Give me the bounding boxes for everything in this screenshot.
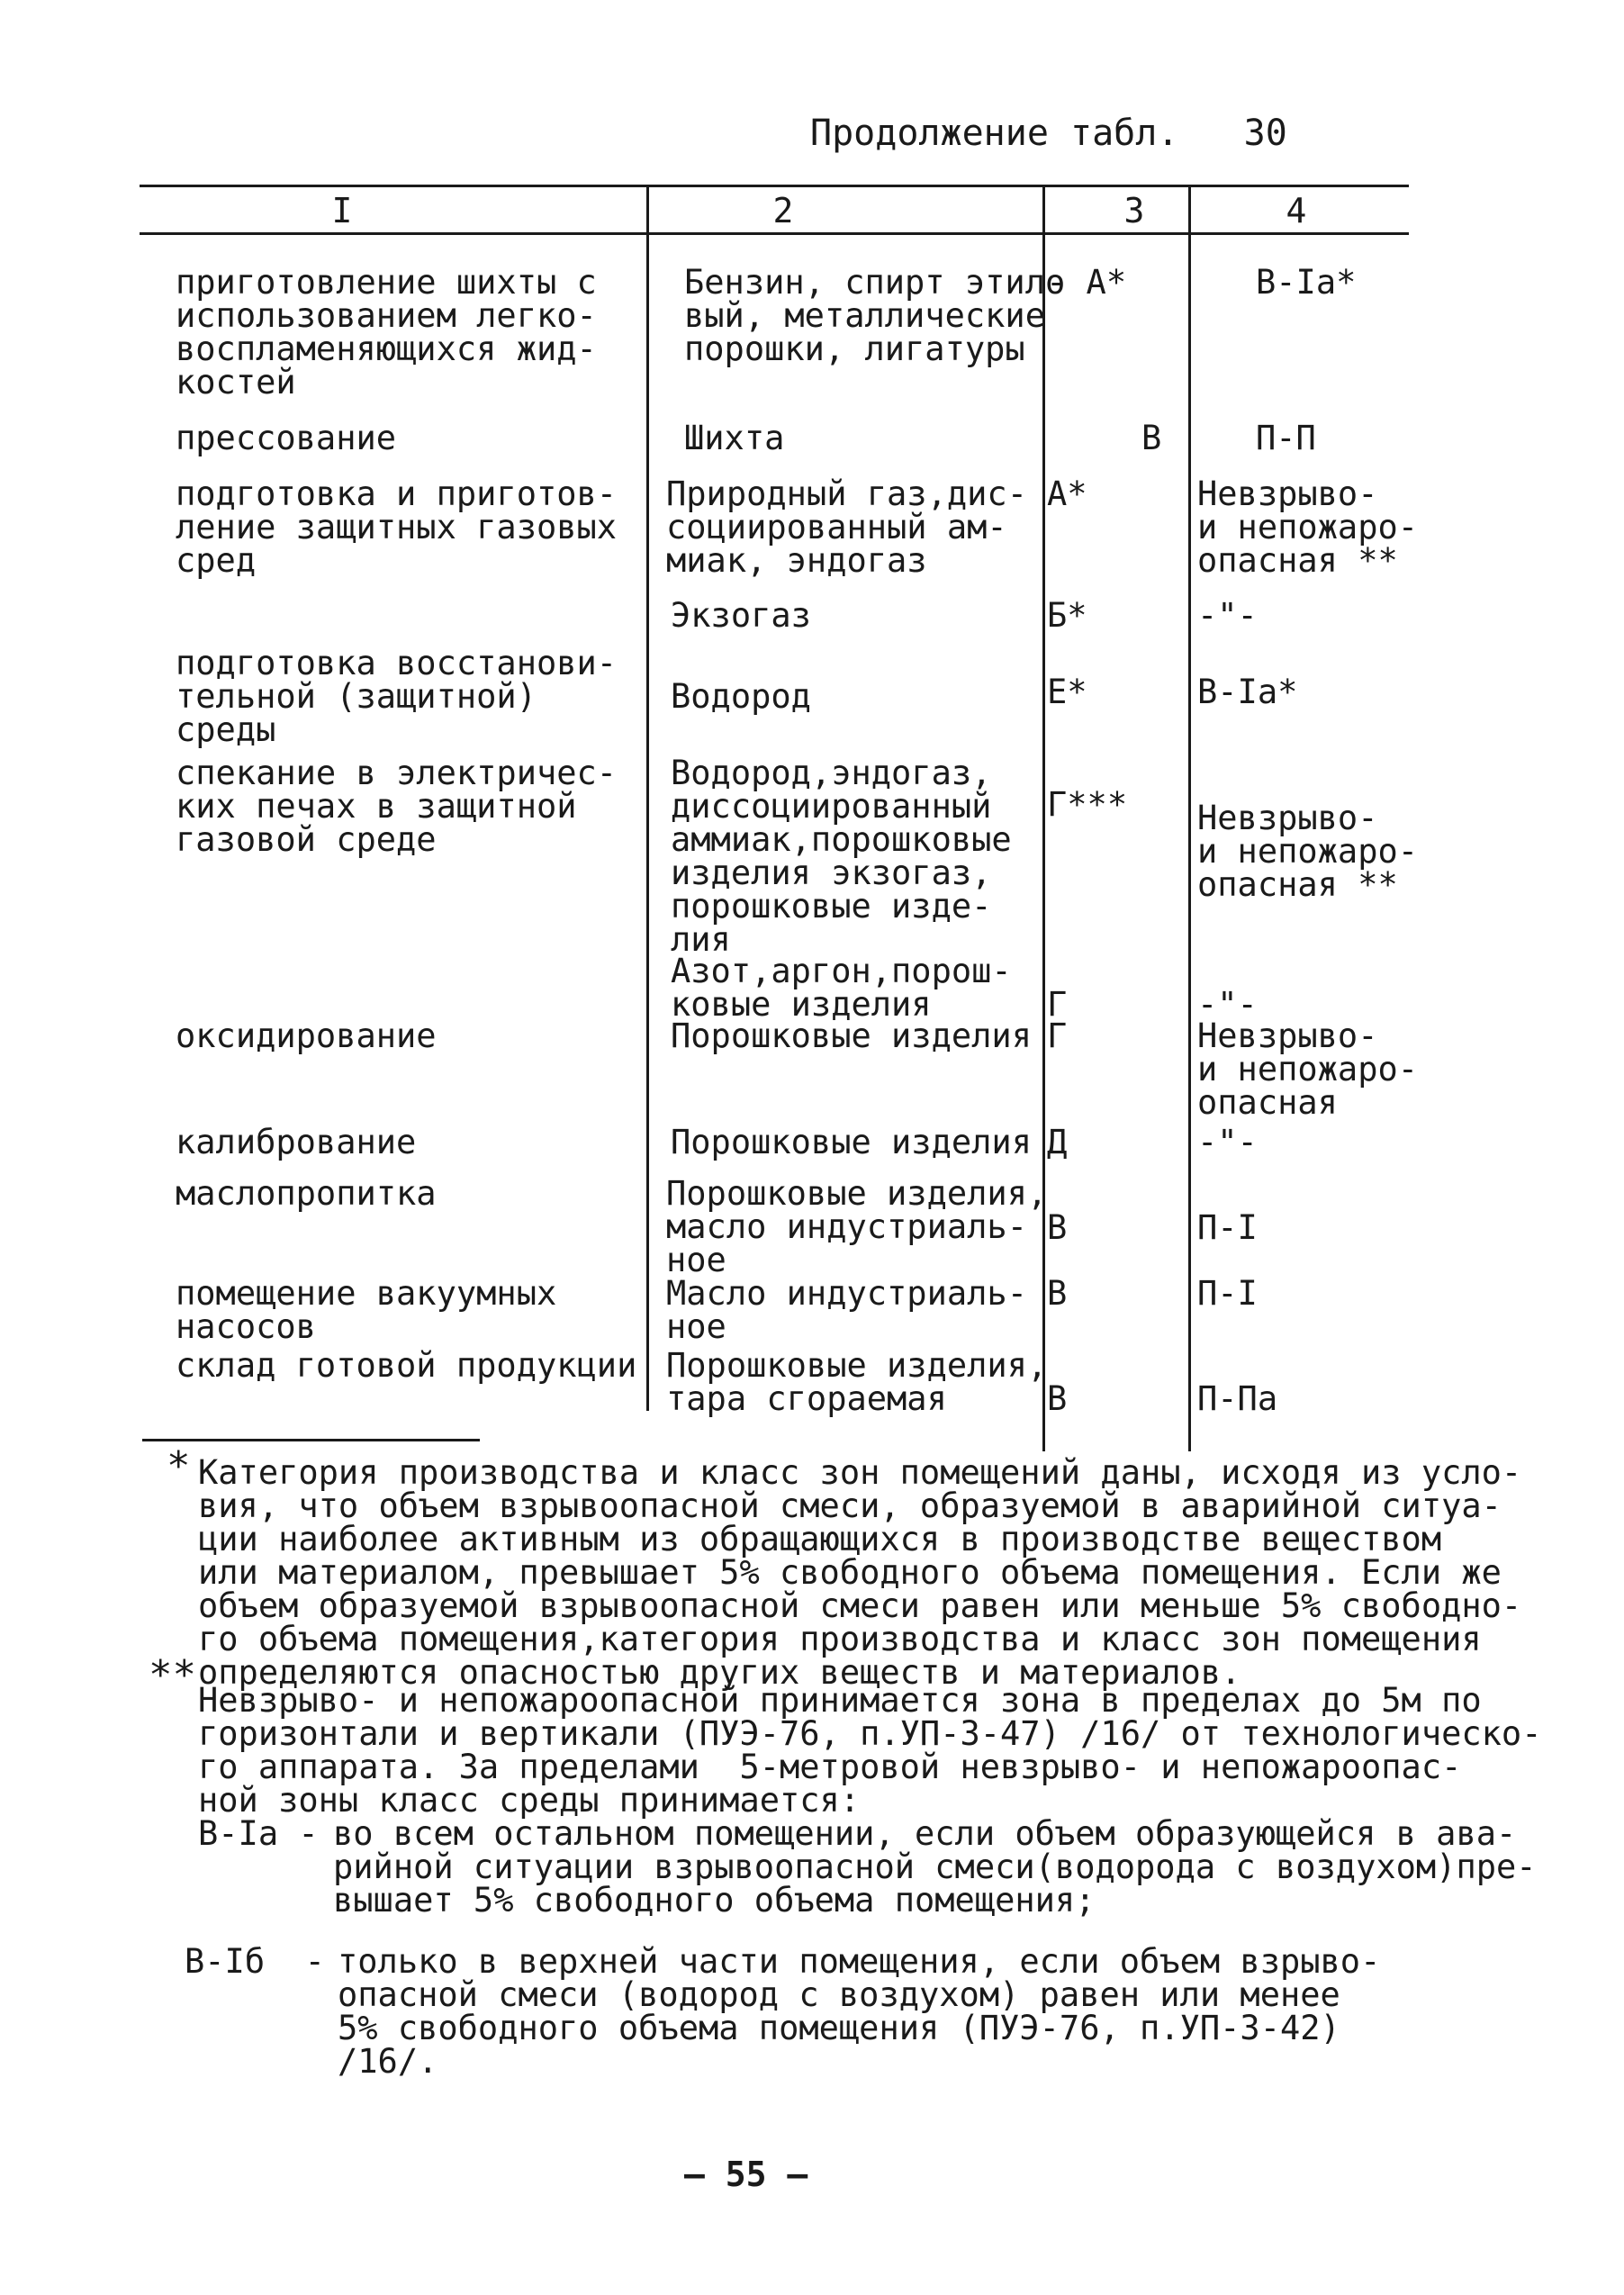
cell-zone-class: П-I <box>1197 1208 1258 1247</box>
zone-class-b1b-label: В-Iб - <box>185 1942 325 1981</box>
cell-category: Г <box>1047 985 1068 1024</box>
cell-process: приготовление шихты с использованием легко- воспламеняющихся жид- костей <box>176 263 597 402</box>
cell-substance: Бензин, спирт этило вый, металлические порошки, лигатуры <box>684 263 1066 368</box>
cell-category: - А* <box>1046 263 1127 302</box>
cell-zone-class: П-I <box>1197 1274 1258 1313</box>
column-header-1: I <box>331 191 353 230</box>
table-caption: Продолжение табл. 30 <box>810 113 1287 154</box>
cell-zone-class: В-Iа* <box>1256 263 1357 302</box>
column-divider-3 <box>1188 186 1191 1451</box>
cell-substance: Порошковые изделия, тара сгораемая <box>666 1346 1048 1418</box>
cell-category: Д <box>1047 1123 1068 1161</box>
cell-zone-class: Невзрыво- и непожаро- опасная ** <box>1197 474 1419 580</box>
cell-category: А* <box>1047 474 1087 513</box>
cell-process: спекание в электричес- ких печах в защитной газовой среде <box>176 754 618 859</box>
cell-zone-class: П-Па <box>1197 1379 1278 1418</box>
table-header-rule <box>140 232 1409 235</box>
column-header-2: 2 <box>772 191 794 230</box>
footnote-1-text: Категория производства и класс зон помещений даны, исходя из усло- вия, что объем взрывоопасной смеси, образуемой в аварийной ситуа- ции наиболее активным из обращающихся в производстве веществом или материалом, превышает 5% свободного объема помещения. Если же объем образуемой взрывоопасной смеси равен или меньше 5% свободно- го объема помещения,категория производства и класс зон помещения определяются опасностью других веществ и материалов. <box>198 1453 1522 1692</box>
cell-zone-class: П-П <box>1256 419 1316 457</box>
cell-zone-class: -"- <box>1197 596 1258 635</box>
cell-zone-class: Невзрыво- и непожаро- опасная <box>1197 1016 1419 1122</box>
cell-substance: Порошковые изделия <box>671 1123 1032 1161</box>
zone-class-b1a-label: В-Iа - <box>198 1814 319 1853</box>
footnote-1-mark: * <box>167 1443 191 1489</box>
cell-process: помещение вакуумных насосов <box>176 1274 557 1346</box>
cell-process: склад готовой продукции <box>176 1346 637 1385</box>
cell-category: Б* <box>1047 596 1087 635</box>
cell-process: калибрование <box>176 1123 417 1161</box>
cell-zone-class: -"- <box>1197 985 1258 1024</box>
cell-substance: Природный газ,дис- социированный ам- миак, эндогаз <box>666 474 1027 580</box>
cell-category: Е* <box>1047 673 1087 711</box>
cell-zone-class: Невзрыво- и непожаро- опасная ** <box>1197 799 1419 904</box>
cell-category: В <box>1047 1208 1068 1247</box>
cell-substance: Водород <box>671 677 811 716</box>
footnote-2-text: Невзрыво- и непожароопасной принимается зона в пределах до 5м по горизонтали и вертикали (ПУЭ-76, п.УП-3-47) /16/ от технологическо- го аппарата. За пределами 5-метровой невзрыво- и непожароопас- ной зоны класс среды принимается: <box>198 1681 1542 1820</box>
cell-category: В <box>1141 419 1162 457</box>
cell-zone-class: В-Iа* <box>1197 673 1298 711</box>
cell-process: оксидирование <box>176 1016 437 1055</box>
cell-substance: Шихта <box>684 419 785 457</box>
cell-substance: Азот,аргон,порош- ковые изделия <box>671 952 1012 1024</box>
column-header-3: 3 <box>1123 191 1145 230</box>
cell-substance: Экзогаз <box>671 596 811 635</box>
column-divider-1 <box>646 186 649 1411</box>
cell-substance: Водород,эндогаз, диссоциированный аммиак,порошковые изделия экзогаз, порошковые изде- лия <box>671 754 1012 959</box>
footnote-2-mark: ** <box>149 1652 196 1698</box>
cell-process: маслопропитка <box>176 1174 437 1213</box>
zone-class-b1b-text: только в верхней части помещения, если объем взрыво- опасной смеси (водород с воздухом) равен или менее 5% свободного объема помещения (ПУЭ-76, п.УП-3-42) /16/. <box>338 1942 1381 2081</box>
cell-substance: Масло индустриаль- ное <box>666 1274 1027 1346</box>
cell-category: Г*** <box>1047 785 1128 824</box>
cell-process: прессование <box>176 419 397 457</box>
cell-substance: Порошковые изделия <box>671 1016 1032 1055</box>
cell-process: подготовка восстанови- тельной (защитной) среды <box>176 644 618 749</box>
cell-process: подготовка и приготов- ление защитных газовых сред <box>176 474 618 580</box>
cell-substance: Порошковые изделия, масло индустриаль- ное <box>666 1174 1048 1279</box>
table-top-rule <box>140 185 1409 187</box>
cell-category: В <box>1047 1274 1068 1313</box>
cell-zone-class: -"- <box>1197 1123 1258 1161</box>
footnote-separator <box>142 1439 480 1441</box>
cell-category: Г <box>1047 1016 1068 1055</box>
zone-class-b1a-text: во всем остальном помещении, если объем образующейся в ава- рийной ситуации взрывоопасной смеси(водорода с воздухом)пре- вышает 5% свободного объема помещения; <box>333 1814 1537 1920</box>
column-header-4: 4 <box>1286 191 1307 230</box>
page-number: — 55 — <box>684 2155 808 2194</box>
cell-category: В <box>1047 1379 1068 1418</box>
